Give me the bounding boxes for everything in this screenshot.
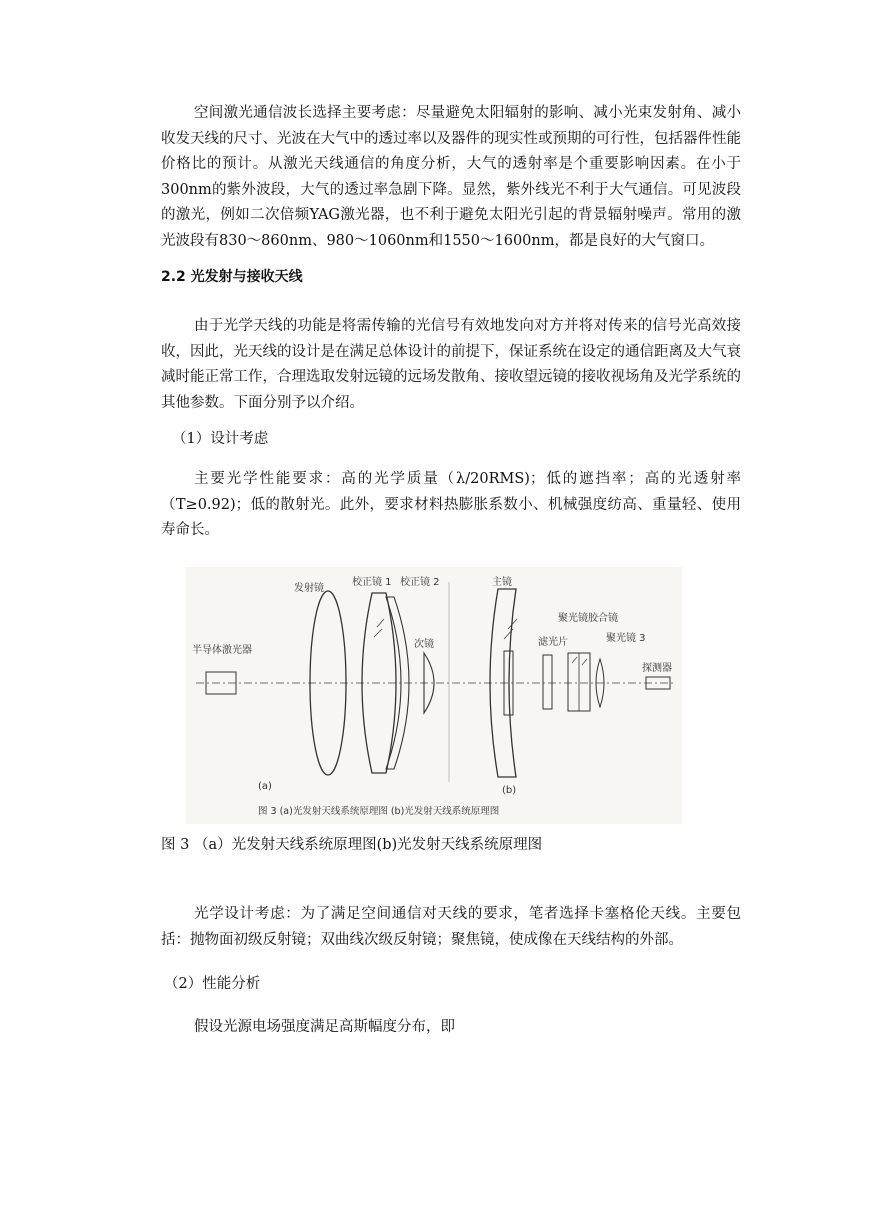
paragraph-optical-design: 光学设计考虑：为了满足空间通信对天线的要求，笔者选择卡塞格伦天线。主要包括：抛物面初级反射镜；双曲线次级反射镜；聚焦镜，使成像在天线结构的外部。 <box>161 906 741 948</box>
label-corrector-2: 校正镜 2 <box>400 577 440 588</box>
label-focus-3: 聚光镜 3 <box>606 633 646 644</box>
label-secondary: 次镜 <box>414 639 434 650</box>
filter-shape <box>543 655 552 709</box>
paragraph-gaussian: 假设光源电场强度满足高斯幅度分布，即 <box>194 1019 455 1035</box>
subheading-design: （1）设计考虑 <box>172 431 269 447</box>
subheading-performance: （2）性能分析 <box>164 976 261 992</box>
label-primary: 主镜 <box>492 577 512 588</box>
figure-caption: 图 3 （a）光发射天线系统原理图(b)光发射天线系统原理图 <box>161 837 543 853</box>
label-emitter: 发射镜 <box>294 583 324 594</box>
label-detector: 探测器 <box>642 663 672 674</box>
label-b: (b) <box>502 785 517 796</box>
label-combo: 聚光镜胶合镜 <box>558 613 618 624</box>
paragraph-requirements: 主要光学性能要求：高的光学质量（λ/20RMS)；低的遮挡率；高的光透射率（T≥0.92)；低的散射光。此外，要求材料热膨胀系数小、机械强度纺高、重量轻、使用寿命长。 <box>161 471 741 538</box>
paragraph-antenna: 由于光学天线的功能是将需传输的光信号有效地发向对方并将对传来的信号光高效接收，因此，光天线的设计是在满足总体设计的前提下，保证系统在设定的通信距离及大气衰减时能正常工作，合理选取发射远镜的远场发散角、接收望远镜的接收视场角及光学系统的其他参数。下面分别予以介绍。 <box>161 318 741 411</box>
label-corrector-1: 校正镜 1 <box>352 577 392 588</box>
section-heading: 2.2 光发射与接收天线 <box>161 269 303 285</box>
label-laser: 半导体激光器 <box>192 645 252 656</box>
label-filter: 滤光片 <box>538 637 568 648</box>
label-a: (a) <box>258 781 272 792</box>
figure-optical-schematic <box>186 567 682 824</box>
figure-inner-caption: 图 3 (a)光发射天线系统原理图 (b)光发射天线系统原理图 <box>258 806 500 817</box>
paragraph-wavelength: 空间激光通信波长选择主要考虑：尽量避免太阳辐射的影响、减小光束发射角、减小收发天线的尺寸、光波在大气中的透过率以及器件的现实性或预期的可行性，包括器件性能价格比的预计。从激光天线通信的角度分析，大气的透射率是个重要影响因素。在小于300nm的紫外波段，大气的透过率急剧下降。显然，紫外线光不利于大气通信。可见波段的激光，例如二次倍频YAG激光器，也不利于避免太阳光引起的背景辐射噪声。常用的激光波段有830～860nm、980～1060nm和1550～1600nm，都是良好的大气窗口。 <box>161 105 741 249</box>
